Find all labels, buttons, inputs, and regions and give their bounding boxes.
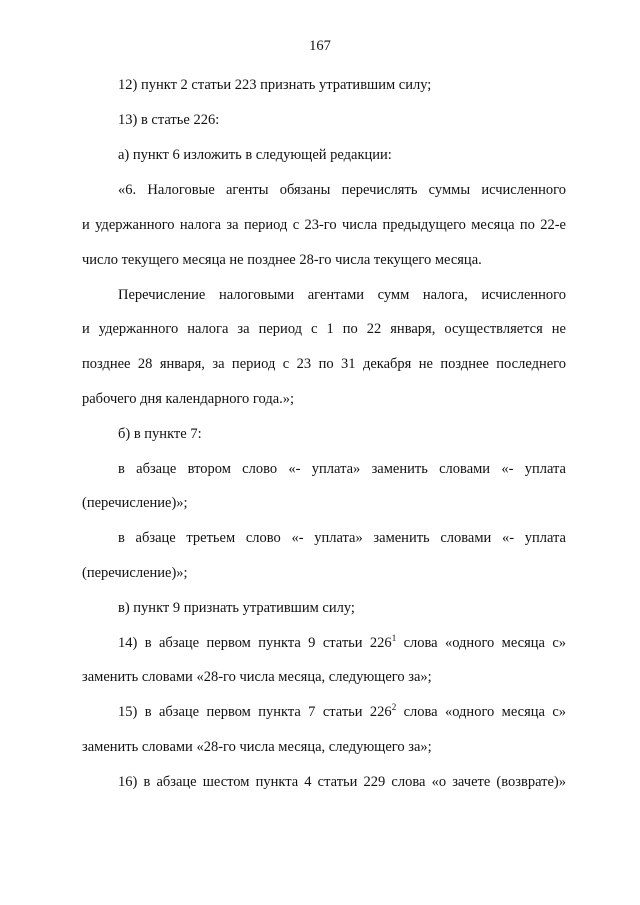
paragraph-item-14: [118, 634, 566, 652]
paragraph-item-16: 16) в абзаце шестом пункта 4 статьи 229 слова «о зачете (возврате)»: [118, 774, 566, 790]
quote-line: позднее 28 января, за период с 23 по 31 декабря не позднее последнего: [82, 356, 566, 372]
quote-line: и удержанного налога за период с 1 по 22 января, осуществляется не: [82, 321, 566, 337]
paragraph-text: 15) в абзаце первом пункта 7 статьи 226: [118, 704, 392, 720]
paragraph-item-13c: в) пункт 9 признать утратившим силу;: [118, 600, 355, 616]
quote-line: Перечисление налоговыми агентами сумм налога, исчисленного: [118, 287, 566, 303]
paragraph-item-12: 12) пункт 2 статьи 223 признать утратившим силу;: [118, 77, 432, 93]
paragraph-line: в абзаце втором слово «- уплата» заменить словами «- уплата: [118, 461, 566, 477]
paragraph-line: (перечисление)»;: [82, 495, 188, 511]
paragraph-item-13: 13) в статье 226:: [118, 112, 220, 128]
quote-line: «6. Налоговые агенты обязаны перечислять суммы исчисленного: [118, 182, 566, 198]
quote-line: рабочего дня календарного года.»;: [82, 391, 295, 407]
paragraph-line: заменить словами «28-го числа месяца, следующего за»;: [82, 739, 432, 755]
paragraph-line: заменить словами «28-го числа месяца, следующего за»;: [82, 669, 432, 685]
paragraph-item-13a: а) пункт 6 изложить в следующей редакции:: [118, 147, 392, 163]
paragraph-text: 14) в абзаце первом пункта 9 статьи 226: [118, 635, 392, 651]
paragraph-line: (перечисление)»;: [82, 565, 188, 581]
quote-line: и удержанного налога за период с 23-го числа предыдущего месяца по 22-е: [82, 217, 566, 233]
superscript: 1: [391, 633, 397, 643]
paragraph-text: слова «одного месяца с»: [396, 704, 567, 720]
page-number: 167: [309, 38, 331, 54]
paragraph-text: слова «одного месяца с»: [396, 635, 567, 651]
paragraph-item-15: [118, 703, 566, 721]
paragraph-line: в абзаце третьем слово «- уплата» заменить словами «- уплата: [118, 530, 566, 546]
superscript: 2: [391, 702, 397, 712]
paragraph-item-13b: б) в пункте 7:: [118, 426, 202, 442]
quote-line: число текущего месяца не позднее 28-го числа текущего месяца.: [82, 252, 482, 268]
